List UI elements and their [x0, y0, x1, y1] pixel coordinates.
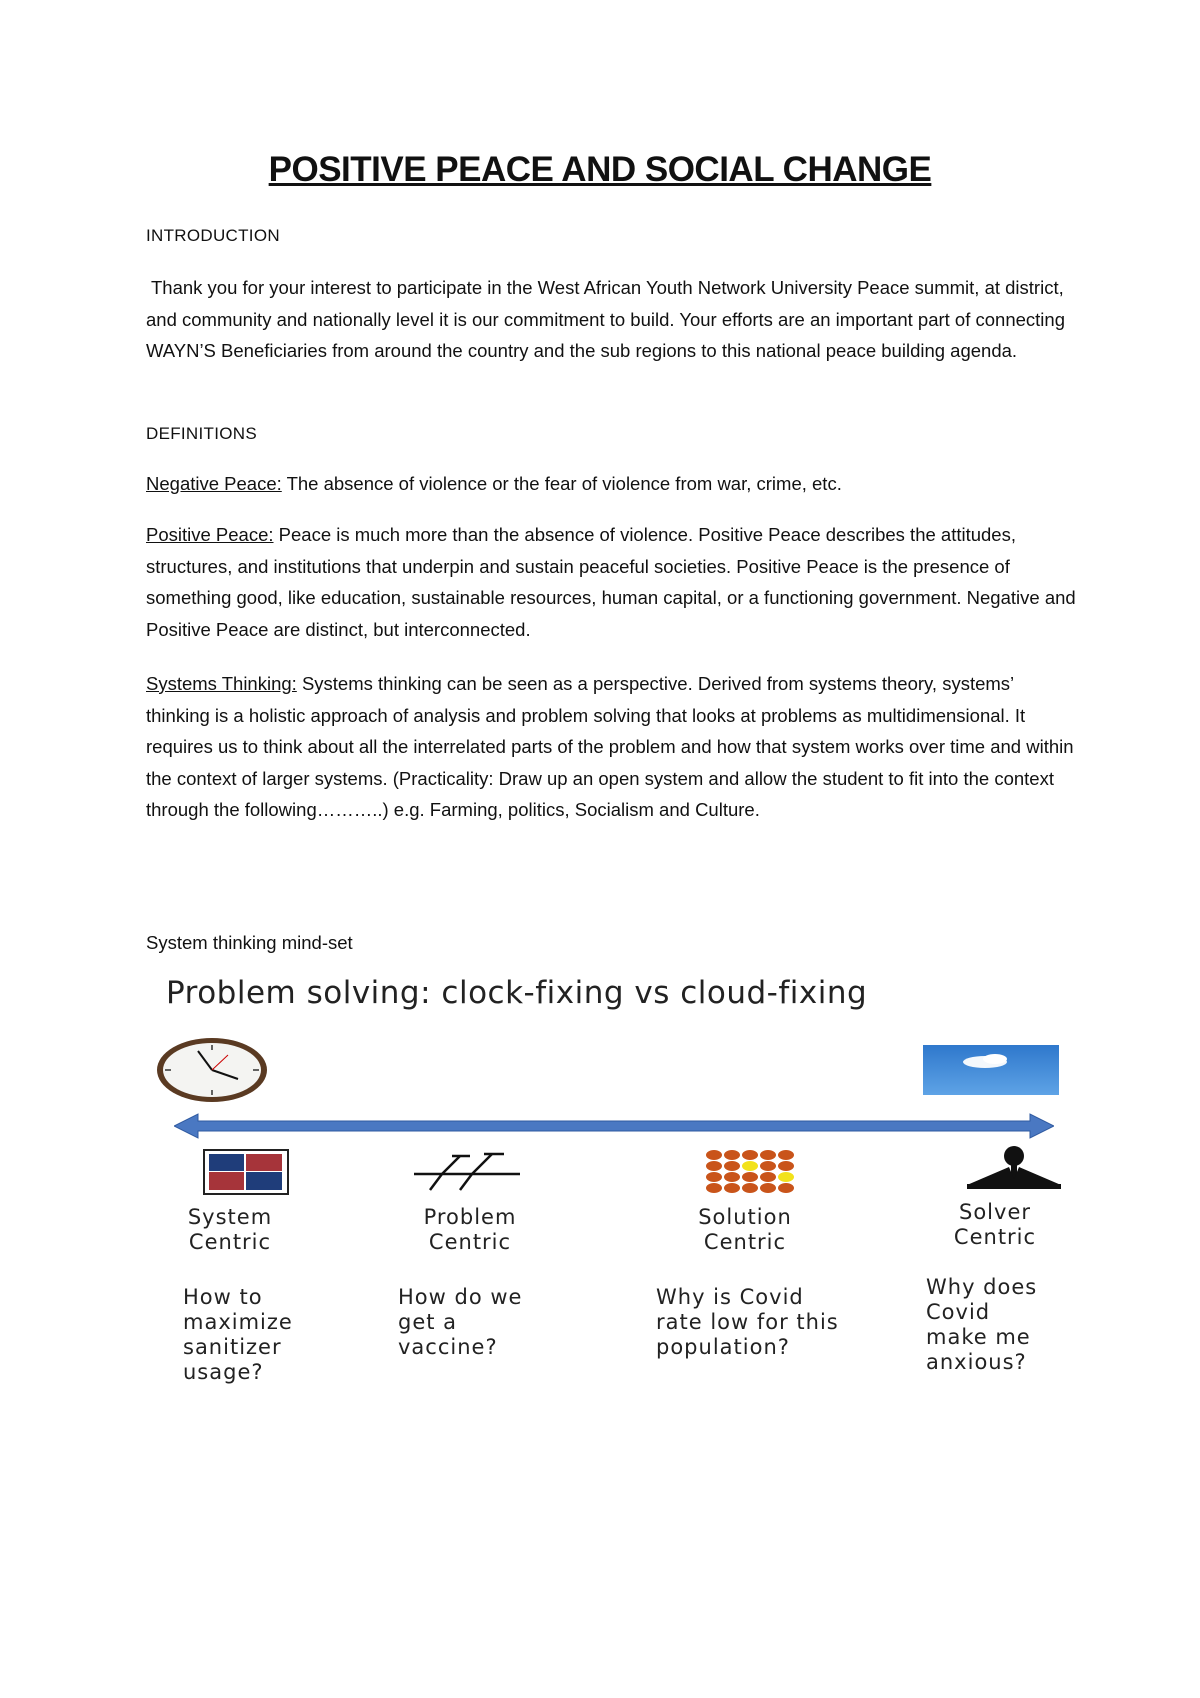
question-line: get a — [398, 1310, 458, 1334]
question-line: rate low for this — [656, 1310, 839, 1334]
label-line: Centric — [953, 1225, 1037, 1249]
column-label-system — [170, 1205, 290, 1255]
solver-icon — [965, 1145, 1063, 1191]
question-solver — [926, 1275, 1037, 1375]
cloud-icon — [923, 1045, 1059, 1095]
question-line: population? — [656, 1335, 790, 1359]
question-problem — [398, 1285, 522, 1360]
column-label-problem — [405, 1205, 535, 1255]
definition-systems-thinking — [146, 668, 1076, 826]
label-line: Centric — [428, 1230, 512, 1254]
question-line: make me — [926, 1325, 1031, 1349]
definition-term: Systems Thinking: — [146, 673, 297, 694]
clock-icon — [156, 1035, 272, 1105]
question-line: Covid — [926, 1300, 991, 1324]
definition-term: Positive Peace: — [146, 524, 274, 545]
introduction-heading: INTRODUCTION — [146, 226, 280, 245]
question-solution — [656, 1285, 839, 1360]
question-system — [183, 1285, 293, 1385]
question-line: How to — [183, 1285, 263, 1309]
introduction-paragraph: Thank you for your interest to participate in the West African Youth Network University Peace summit, at district, and community and nationally level it is our commitment to build. Your efforts are an important part of connecting WAYN’S Beneficiaries from around the country and the sub regions to this national peace building agenda. — [146, 277, 1065, 361]
problem-solving-diagram — [150, 975, 1090, 1395]
definition-positive-peace — [146, 519, 1076, 645]
label-line: System — [187, 1205, 273, 1229]
definition-text: Systems thinking can be seen as a perspective. Derived from systems theory, systems’ thinking is a holistic approach of analysis and problem solving that looks at problems as multidimensional. It requires us to think about all the interrelated parts of the problem and how that system works over time and within the context of larger systems. (Practicality: Draw up an open system and allow the student to fit into the context through the following………..) e.g. Farming, politics, Socialism and Culture. — [146, 673, 1074, 820]
label-line: Centric — [188, 1230, 272, 1254]
column-label-solver — [935, 1200, 1055, 1250]
question-line: usage? — [183, 1360, 264, 1384]
label-line: Solution — [698, 1205, 792, 1229]
system-icon — [203, 1149, 289, 1195]
diagram-caption: System thinking mind-set — [146, 932, 353, 953]
solution-dots-icon — [705, 1148, 795, 1194]
question-line: anxious? — [926, 1350, 1027, 1374]
definition-text: The absence of violence or the fear of violence from war, crime, etc. — [281, 473, 842, 494]
definition-term: Negative Peace: — [146, 473, 282, 494]
label-line: Solver — [959, 1200, 1031, 1224]
question-line: maximize — [183, 1310, 293, 1334]
question-line: sanitizer — [183, 1335, 282, 1359]
document-title: POSITIVE PEACE AND SOCIAL CHANGE — [268, 150, 932, 189]
column-label-solution — [675, 1205, 815, 1255]
definitions-heading: DEFINITIONS — [146, 424, 257, 443]
definition-negative-peace — [146, 468, 1076, 500]
question-line: Why does — [926, 1275, 1038, 1299]
double-arrow — [174, 1111, 1054, 1141]
label-line: Centric — [703, 1230, 787, 1254]
fishbone-icon — [412, 1150, 522, 1194]
definition-text: Peace is much more than the absence of violence. Positive Peace describes the attitudes, structures, and institutions that underpin and sustain peaceful societies. Positive Peace is the presence of something good, like education, sustainable resources, human capital, or a functioning government. Negative and Positive Peace are distinct, but interconnected. — [146, 524, 1076, 640]
question-line: vaccine? — [398, 1335, 498, 1359]
question-line: How do we — [398, 1285, 523, 1309]
label-line: Problem — [423, 1205, 517, 1229]
diagram-title: Problem solving: clock-fixing vs cloud-fixing — [166, 975, 868, 1011]
question-line: Why is Covid — [656, 1285, 804, 1309]
